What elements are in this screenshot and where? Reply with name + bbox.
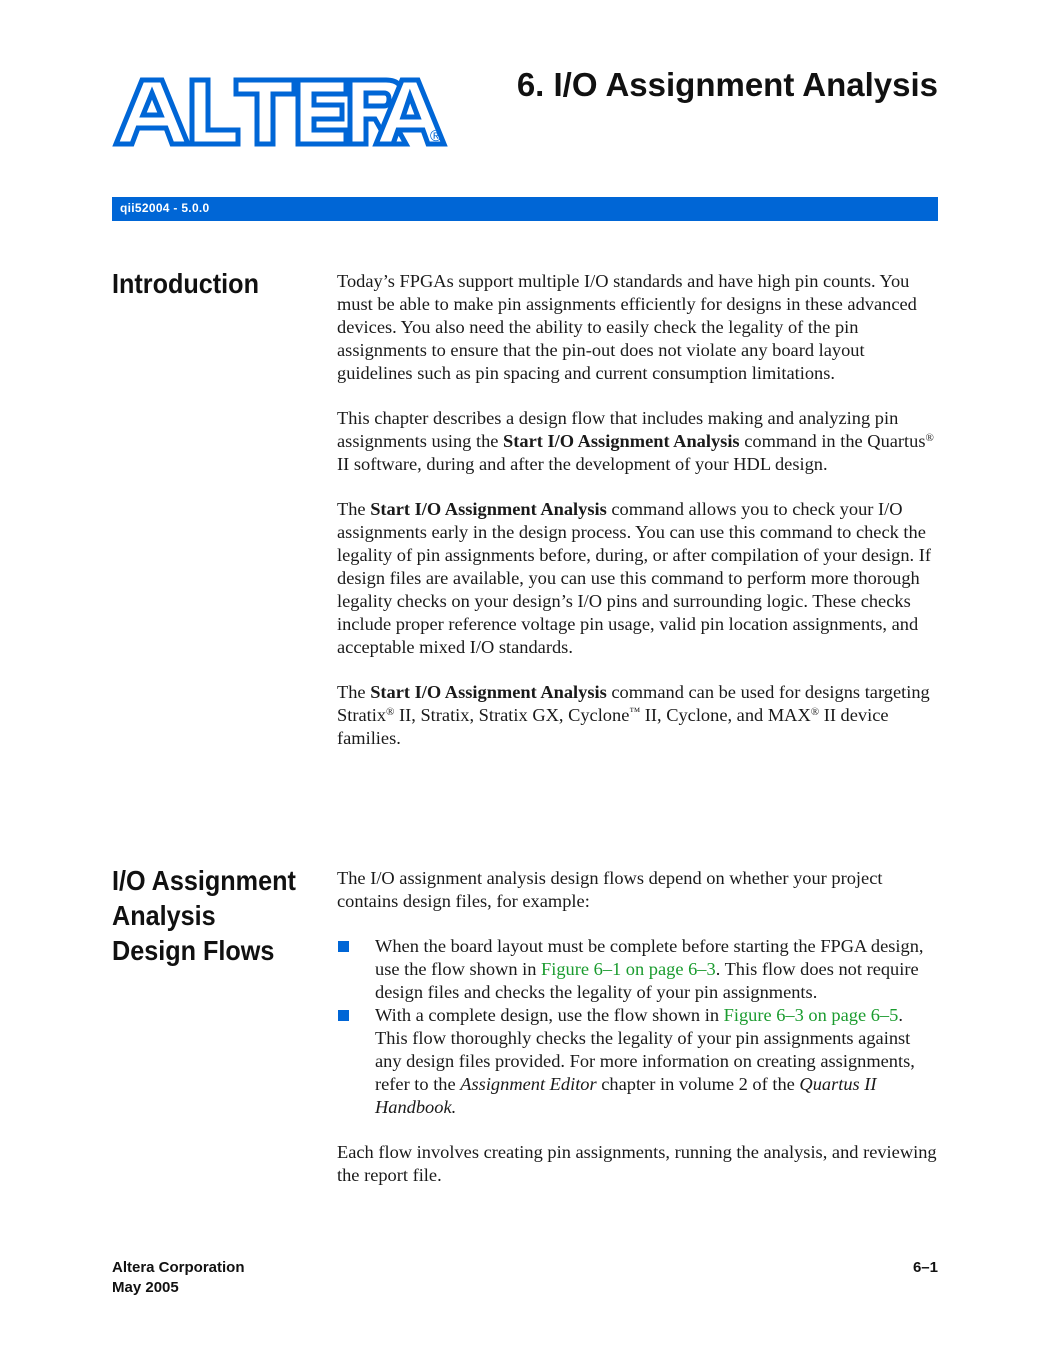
flows-closing-paragraph: Each flow involves creating pin assignments, running the analysis, and reviewing the report file. [337,1142,937,1185]
chapter-title: 6. I/O Assignment Analysis [516,66,938,103]
page-number: 6–1 [912,1259,938,1276]
flows-intro-paragraph: The I/O assignment analysis design flows depend on whether your project contains design files, for example: [337,868,883,911]
document-id-bar [112,197,938,221]
footer-company: Altera Corporation [112,1259,245,1276]
section-heading-design-flows: I/O Assignment Analysis Design Flows [112,865,296,966]
document-id: qii52004 - 5.0.0 [120,201,210,215]
intro-paragraph-1: Today’s FPGAs support multiple I/O standards and have high pin counts. You must be able to make pin assignments efficiently for designs in these advanced devices. You also need the ability to easily check the legality of the pin assignments to ensure that the pin-out does not violate any board layout guidelines such as pin spacing and current consumption limitations. [337,271,917,383]
list-item: When the board layout must be complete before starting the FPGA design, use the flow shown in Figure 6–1 on page 6–3. This flow does not require design files and checks the legality of your pin assignments. [337,935,937,1004]
list-item: With a complete design, use the flow shown in Figure 6–3 on page 6–5. This flow thoroughly checks the legality of your pin assignments against any design files provided. For more information on creating assignments, refer to the Assignment Editor chapter in volume 2 of the Quartus II Handbook. [337,1004,937,1119]
intro-paragraph-3: The Start I/O Assignment Analysis command allows you to check your I/O assignments early in the design process. You can use this command to check the legality of pin assignments before, during, or after compilation of your design. If design files are available, you can use this command to perform more thorough legality checks on your design’s I/O pins and surrounding logic. These checks include proper reference voltage pin usage, valid pin location assignments, and acceptable mixed I/O standards. [337,499,931,657]
altera-logo [112,74,452,152]
design-flows-body [337,867,937,1187]
square-bullet-icon [338,1010,349,1021]
introduction-body [337,270,937,750]
registered-mark: ® [430,128,442,145]
footer-left [112,1258,245,1298]
figure-6-3-link[interactable]: Figure 6–3 on page 6–5 [723,1005,899,1025]
figure-6-1-link[interactable]: Figure 6–1 on page 6–3 [541,959,716,979]
intro-paragraph-2: This chapter describes a design flow that includes making and analyzing pin assignments using the Start I/O Assignment Analysis command in the Quartus® II software, during and after the development of your HDL design. [337,408,934,474]
flows-bullet-list [337,935,937,1119]
intro-paragraph-4: The Start I/O Assignment Analysis command can be used for designs targeting Stratix® II, Stratix, Stratix GX, Cyclone™ II, Cyclone, and MAX® II device families. [337,682,930,748]
section-heading-introduction: Introduction [112,268,259,299]
footer-date: May 2005 [112,1279,179,1296]
square-bullet-icon [338,941,349,952]
